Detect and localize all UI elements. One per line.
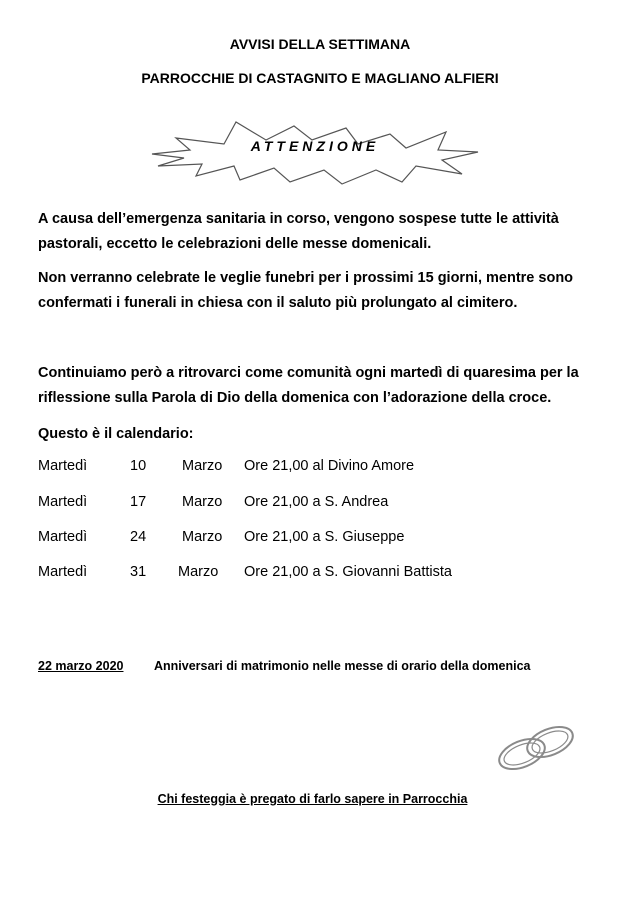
calendar-month: Marzo bbox=[182, 458, 223, 474]
calendar-day: Martedì bbox=[38, 529, 88, 545]
calendar-month: Marzo bbox=[178, 564, 219, 580]
calendar-row bbox=[38, 529, 618, 551]
calendar-row bbox=[38, 494, 618, 516]
attention-banner: ATTENZIONE bbox=[250, 138, 380, 154]
calendar-date: 24 bbox=[130, 529, 147, 545]
announcement-date: 22 marzo 2020 bbox=[38, 659, 124, 673]
page-title: AVVISI DELLA SETTIMANA bbox=[229, 36, 411, 52]
calendar-date: 31 bbox=[130, 564, 147, 580]
calendar-day: Martedì bbox=[38, 564, 88, 580]
calendar-month: Marzo bbox=[182, 494, 223, 510]
calendar-row bbox=[38, 458, 618, 480]
wedding-rings-icon bbox=[492, 716, 582, 778]
announcement-text: Anniversari di matrimonio nelle messe di orario della domenica bbox=[154, 659, 531, 673]
calendar-details: Ore 21,00 a S. Giuseppe bbox=[244, 529, 405, 545]
calendar-day: Martedì bbox=[38, 494, 88, 510]
page-subtitle: PARROCCHIE DI CASTAGNITO E MAGLIANO ALFIERI bbox=[141, 70, 499, 86]
calendar-details: Ore 21,00 a S. Andrea bbox=[244, 494, 389, 510]
footer-note: Chi festeggia è pregato di farlo sapere in Parrocchia bbox=[157, 792, 468, 806]
calendar-month: Marzo bbox=[182, 529, 223, 545]
calendar-details: Ore 21,00 al Divino Amore bbox=[244, 458, 415, 474]
calendar-intro: Questo è il calendario: bbox=[38, 426, 194, 442]
calendar-date: 10 bbox=[130, 458, 147, 474]
paragraph-suspension: A causa dell’emergenza sanitaria in corso, vengono sospese tutte le attività pastorali, eccetto le celebrazioni delle messe domenicali. bbox=[38, 211, 559, 252]
paragraph-funerals: Non verranno celebrate le veglie funebri per i prossimi 15 giorni, mentre sono confermati i funerali in chiesa con il saluto più prolungato al cimitero. bbox=[38, 270, 574, 311]
calendar-details: Ore 21,00 a S. Giovanni Battista bbox=[244, 564, 452, 580]
calendar-date: 17 bbox=[130, 494, 147, 510]
calendar-row bbox=[38, 564, 618, 586]
calendar-day: Martedì bbox=[38, 458, 88, 474]
paragraph-lent-meetings: Continuiamo però a ritrovarci come comunità ogni martedì di quaresima per la riflessione sulla Parola di Dio della domenica con l’adorazione della croce. bbox=[38, 365, 579, 406]
